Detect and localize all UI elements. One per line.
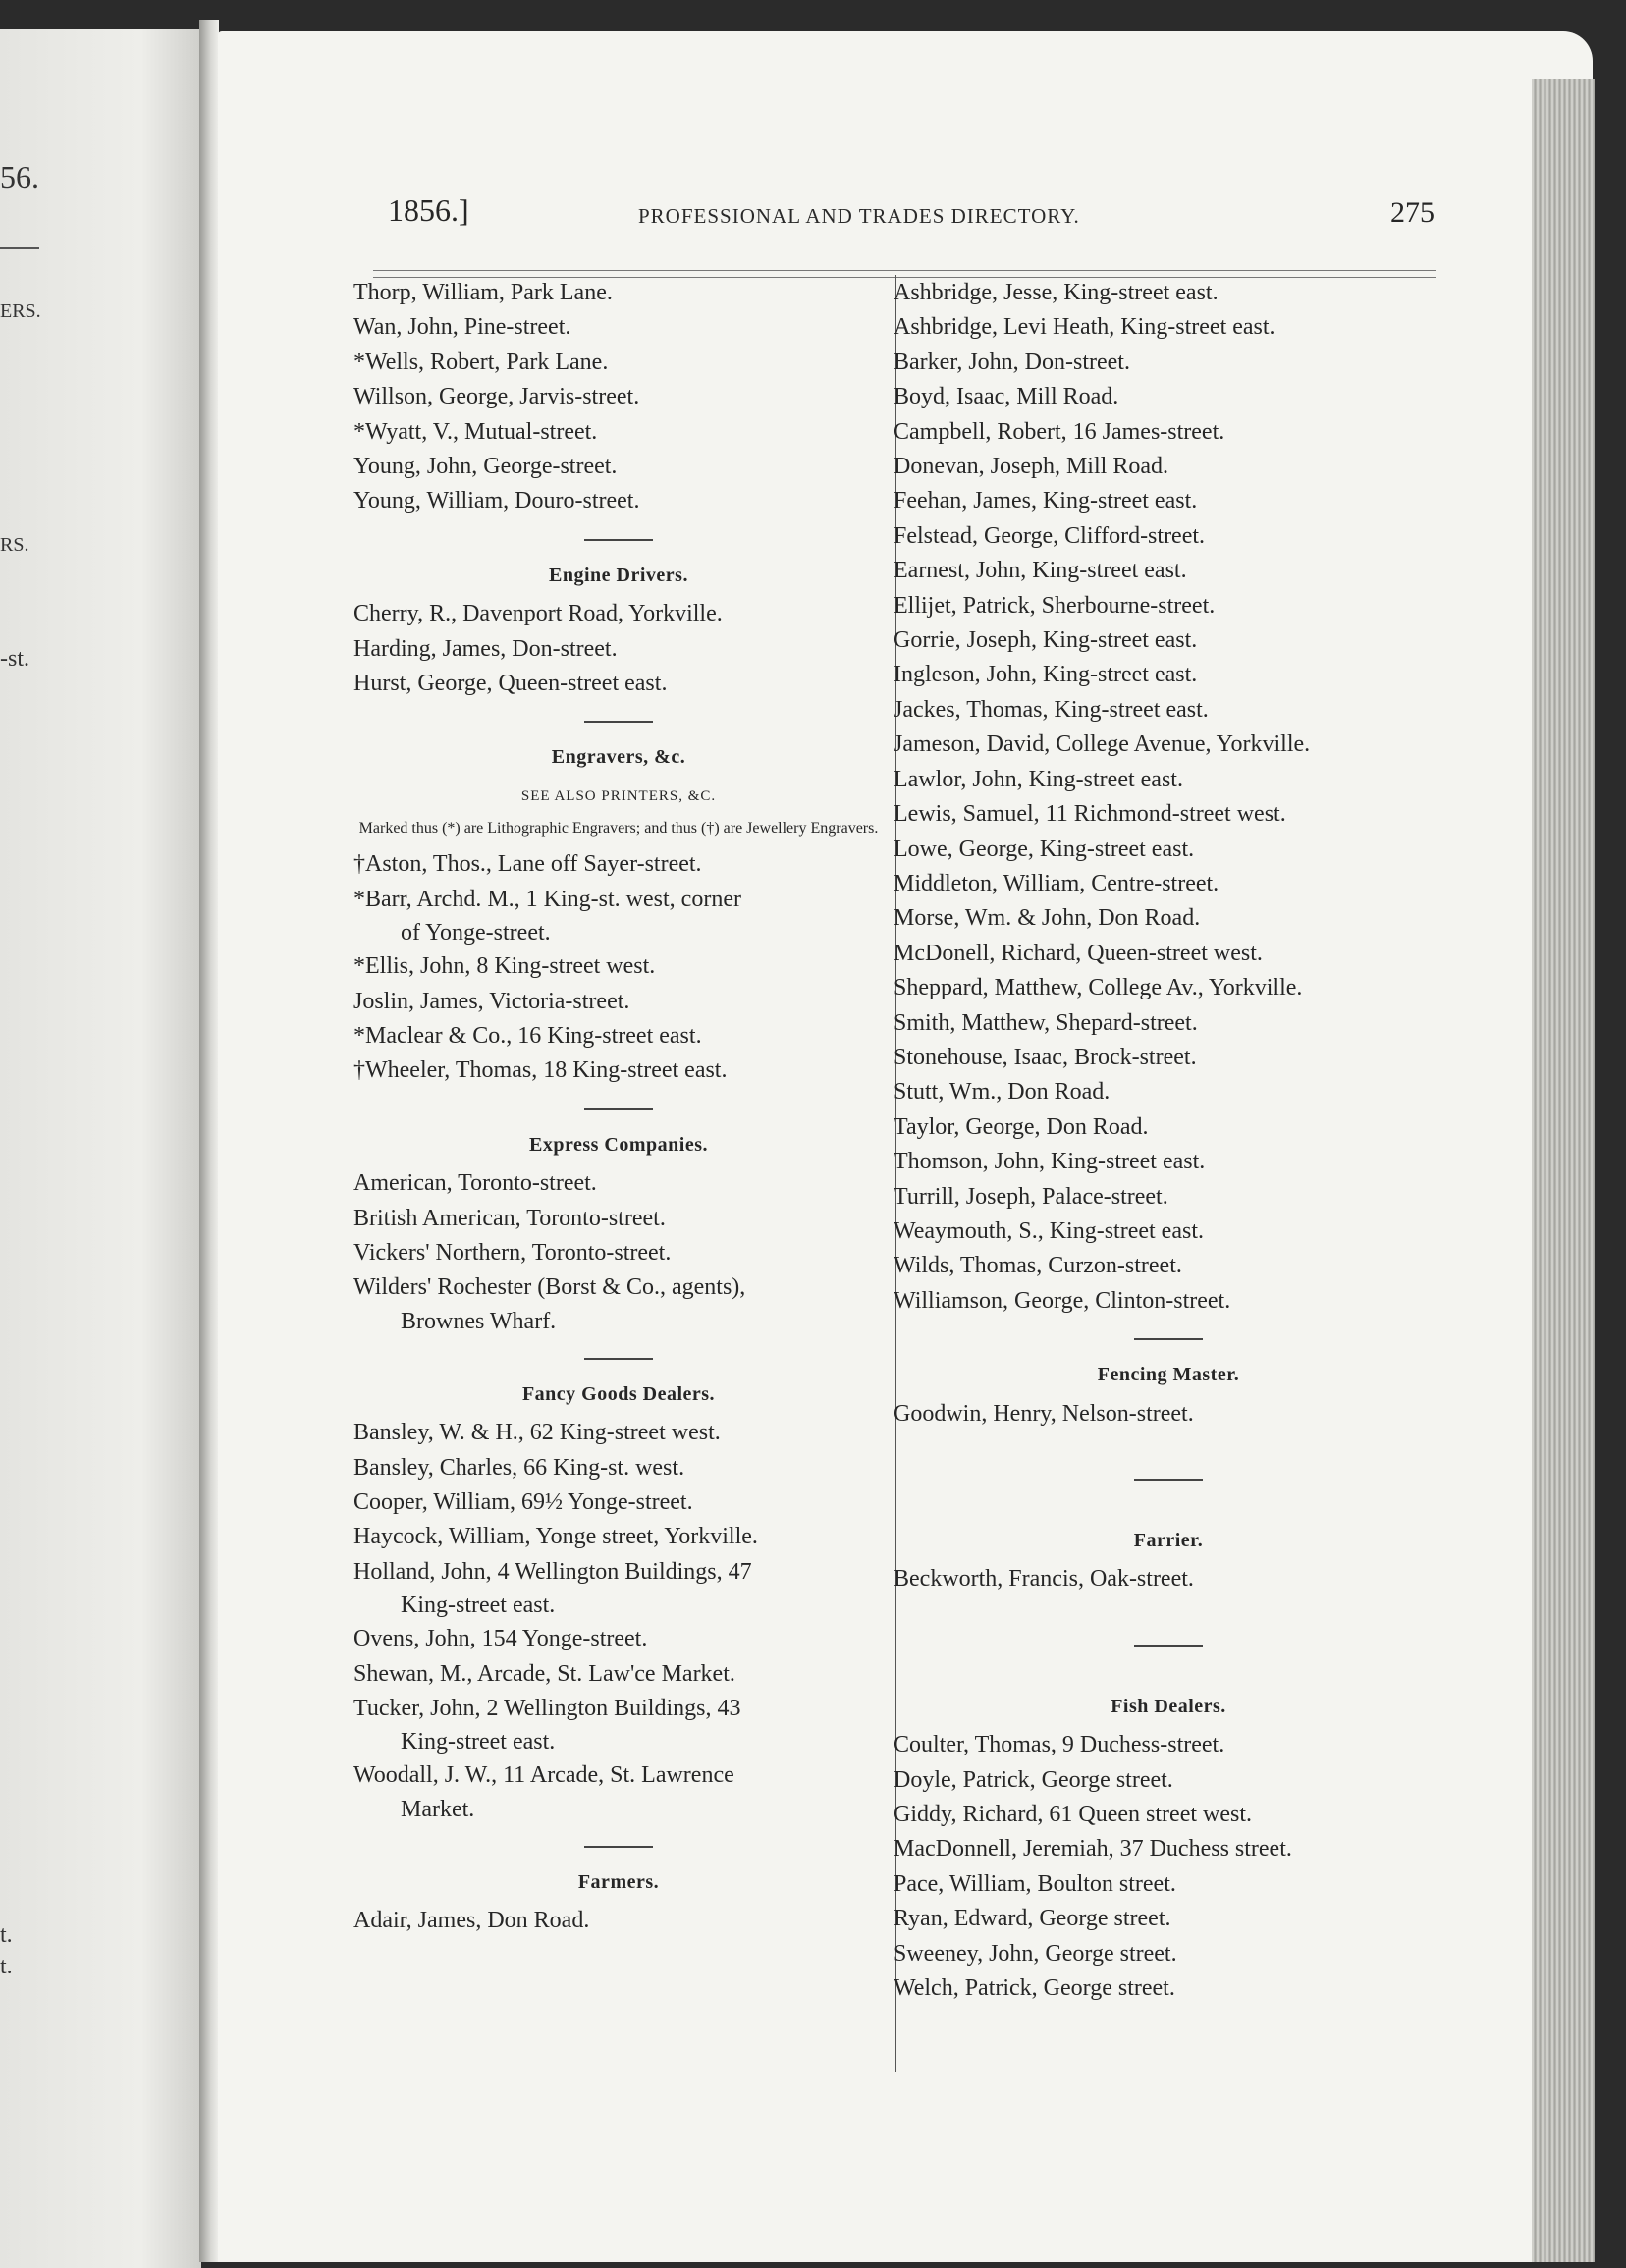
list-item: Thorp, William, Park Lane.	[353, 280, 613, 305]
list-item: Weaymouth, S., King-street east.	[894, 1217, 1204, 1244]
list-item: Harding, James, Don-street.	[353, 635, 618, 662]
list-item: Jackes, Thomas, King-street east.	[894, 696, 1209, 723]
list-item: Doyle, Patrick, George street.	[894, 1766, 1173, 1793]
section-heading-engravers: Engravers, &c.	[551, 746, 686, 769]
list-item: Cooper, William, 69½ Yonge-street.	[353, 1488, 693, 1515]
list-item: Wilders' Rochester (Borst & Co., agents),	[353, 1274, 746, 1301]
list-item: Taylor, George, Don Road.	[894, 1113, 1149, 1140]
list-item: MacDonnell, Jeremiah, 37 Duchess street.	[894, 1836, 1292, 1863]
list-item: Gorrie, Joseph, King-street east.	[894, 627, 1198, 654]
left-column	[353, 276, 884, 1939]
list-item: Hurst, George, Queen-street east.	[353, 671, 668, 697]
section-heading-farmers: Farmers.	[577, 1870, 660, 1893]
section-heading-fancy-goods: Fancy Goods Dealers.	[521, 1382, 716, 1405]
list-item: Stonehouse, Isaac, Brock-street.	[894, 1044, 1197, 1070]
section-rule	[584, 1108, 653, 1110]
section-heading-farrier: Farrier.	[1133, 1530, 1204, 1551]
list-item: Lawlor, John, King-street east.	[894, 766, 1183, 792]
list-item: Campbell, Robert, 16 James-street.	[894, 418, 1225, 445]
page-edge	[1532, 79, 1595, 2262]
section-rule	[1134, 1479, 1203, 1481]
list-item: Ashbridge, Levi Heath, King-street east.	[894, 314, 1275, 341]
section-rule	[584, 539, 653, 541]
list-item: Wan, John, Pine-street.	[353, 314, 571, 341]
list-item: Barker, John, Don-street.	[894, 349, 1130, 375]
section-heading-express: Express Companies.	[529, 1133, 708, 1156]
list-item: Donevan, Joseph, Mill Road.	[894, 454, 1168, 480]
list-item: Ellijet, Patrick, Sherbourne-street.	[894, 592, 1216, 619]
list-item: *Wyatt, V., Mutual-street.	[353, 418, 598, 445]
list-item: Welch, Patrick, George street.	[894, 1975, 1175, 2002]
list-item: Jameson, David, College Avenue, Yorkville.	[894, 731, 1311, 758]
list-item-continuation: Brownes Wharf.	[401, 1308, 557, 1334]
list-item-continuation: King-street east.	[401, 1593, 556, 1619]
left-page	[0, 29, 201, 2268]
left-page-fragment: RS.	[0, 534, 29, 556]
right-column	[894, 276, 1443, 2006]
book-gutter	[199, 20, 219, 2262]
listing-top	[353, 276, 884, 519]
list-item: Young, John, George-street.	[353, 454, 618, 480]
list-item: British American, Toronto-street.	[353, 1205, 666, 1231]
list-item: *Barr, Archd. M., 1 King-st. west, corner	[353, 886, 741, 912]
list-item-continuation: Market.	[401, 1796, 475, 1822]
header-title: PROFESSIONAL AND TRADES DIRECTORY.	[638, 204, 1080, 228]
left-page-fragment: ERS.	[0, 300, 41, 322]
page-number: 275	[1390, 196, 1435, 229]
list-item-continuation: King-street east.	[401, 1729, 556, 1755]
section-heading-fencing: Fencing Master.	[1097, 1364, 1240, 1386]
list-item: Bansley, Charles, 66 King-st. west.	[353, 1454, 685, 1481]
header-year: 1856.]	[388, 192, 469, 228]
left-page-fragment: -st.	[0, 646, 29, 672]
list-item: Vickers' Northern, Toronto-street.	[353, 1239, 672, 1266]
list-item: Bansley, W. & H., 62 King-street west.	[353, 1420, 721, 1446]
section-rule	[584, 1358, 653, 1360]
list-item: Boyd, Isaac, Mill Road.	[894, 384, 1119, 410]
page-header	[388, 192, 1435, 251]
left-page-rule	[0, 247, 39, 249]
list-item: *Wells, Robert, Park Lane.	[353, 349, 609, 375]
list-item: American, Toronto-street.	[353, 1170, 597, 1197]
list-item: Lowe, George, King-street east.	[894, 836, 1195, 862]
list-item: Holland, John, 4 Wellington Buildings, 47	[353, 1558, 752, 1585]
list-item: Pace, William, Boulton street.	[894, 1870, 1176, 1897]
section-rule	[584, 721, 653, 723]
list-item: †Aston, Thos., Lane off Sayer-street.	[353, 851, 702, 878]
list-item: Middleton, William, Centre-street.	[894, 870, 1220, 896]
left-page-fragment: 56.	[0, 159, 39, 194]
list-item: Earnest, John, King-street east.	[894, 558, 1187, 584]
list-item: Turrill, Joseph, Palace-street.	[894, 1183, 1168, 1210]
left-page-fragment: t.	[0, 1954, 13, 1979]
list-item: McDonell, Richard, Queen-street west.	[894, 940, 1263, 966]
list-item: Young, William, Douro-street.	[353, 488, 640, 514]
section-heading-fish-dealers: Fish Dealers.	[1111, 1695, 1226, 1717]
list-item: Willson, George, Jarvis-street.	[353, 384, 640, 410]
section-rule	[584, 1846, 653, 1848]
list-item: Giddy, Richard, 61 Queen street west.	[894, 1802, 1253, 1828]
list-item: Ashbridge, Jesse, King-street east.	[894, 280, 1219, 305]
section-rule	[1134, 1645, 1203, 1647]
list-item: Joslin, James, Victoria-street.	[353, 988, 630, 1014]
list-item: Thomson, John, King-street east.	[894, 1149, 1206, 1175]
list-item: Ryan, Edward, George street.	[894, 1906, 1171, 1932]
section-heading-engine-drivers: Engine Drivers.	[549, 564, 688, 586]
list-item: *Ellis, John, 8 King-street west.	[353, 953, 656, 980]
list-item: Williamson, George, Clinton-street.	[894, 1287, 1231, 1314]
list-item: Ingleson, John, King-street east.	[894, 662, 1198, 688]
section-subheading: SEE ALSO PRINTERS, &C.	[520, 787, 717, 804]
section-note: Marked thus (*) are Lithographic Engravers; and thus (†) are Jewellery Engravers.	[358, 820, 879, 837]
list-item: Cherry, R., Davenport Road, Yorkville.	[353, 601, 723, 627]
list-item: Smith, Matthew, Shepard-street.	[894, 1009, 1198, 1036]
list-item: Shewan, M., Arcade, St. Law'ce Market.	[353, 1660, 735, 1687]
list-item: Ovens, John, 154 Yonge-street.	[353, 1626, 648, 1652]
list-item: Stutt, Wm., Don Road.	[894, 1079, 1111, 1106]
list-item: Morse, Wm. & John, Don Road.	[894, 905, 1201, 932]
list-item: †Wheeler, Thomas, 18 King-street east.	[353, 1057, 728, 1084]
list-item: Coulter, Thomas, 9 Duchess-street.	[894, 1732, 1225, 1758]
list-item: Beckworth, Francis, Oak-street.	[894, 1566, 1194, 1593]
list-item: Felstead, George, Clifford-street.	[894, 522, 1206, 549]
section-rule	[1134, 1338, 1203, 1340]
list-item: Tucker, John, 2 Wellington Buildings, 43	[353, 1696, 741, 1721]
list-item: *Maclear & Co., 16 King-street east.	[353, 1022, 702, 1049]
list-item: Wilds, Thomas, Curzon-street.	[894, 1253, 1182, 1279]
list-item: Woodall, J. W., 11 Arcade, St. Lawrence	[353, 1762, 734, 1789]
listing-top	[894, 276, 1443, 1319]
list-item: Haycock, William, Yonge street, Yorkville.	[353, 1524, 758, 1550]
list-item: Sweeney, John, George street.	[894, 1940, 1177, 1967]
left-page-fragment: t.	[0, 1922, 13, 1948]
list-item-continuation: of Yonge-street.	[401, 920, 551, 946]
list-item: Adair, James, Don Road.	[353, 1908, 590, 1934]
list-item: Lewis, Samuel, 11 Richmond-street west.	[894, 801, 1286, 828]
list-item: Goodwin, Henry, Nelson-street.	[894, 1400, 1194, 1427]
list-item: Feehan, James, King-street east.	[894, 488, 1198, 514]
list-item: Sheppard, Matthew, College Av., Yorkville.	[894, 975, 1303, 1001]
